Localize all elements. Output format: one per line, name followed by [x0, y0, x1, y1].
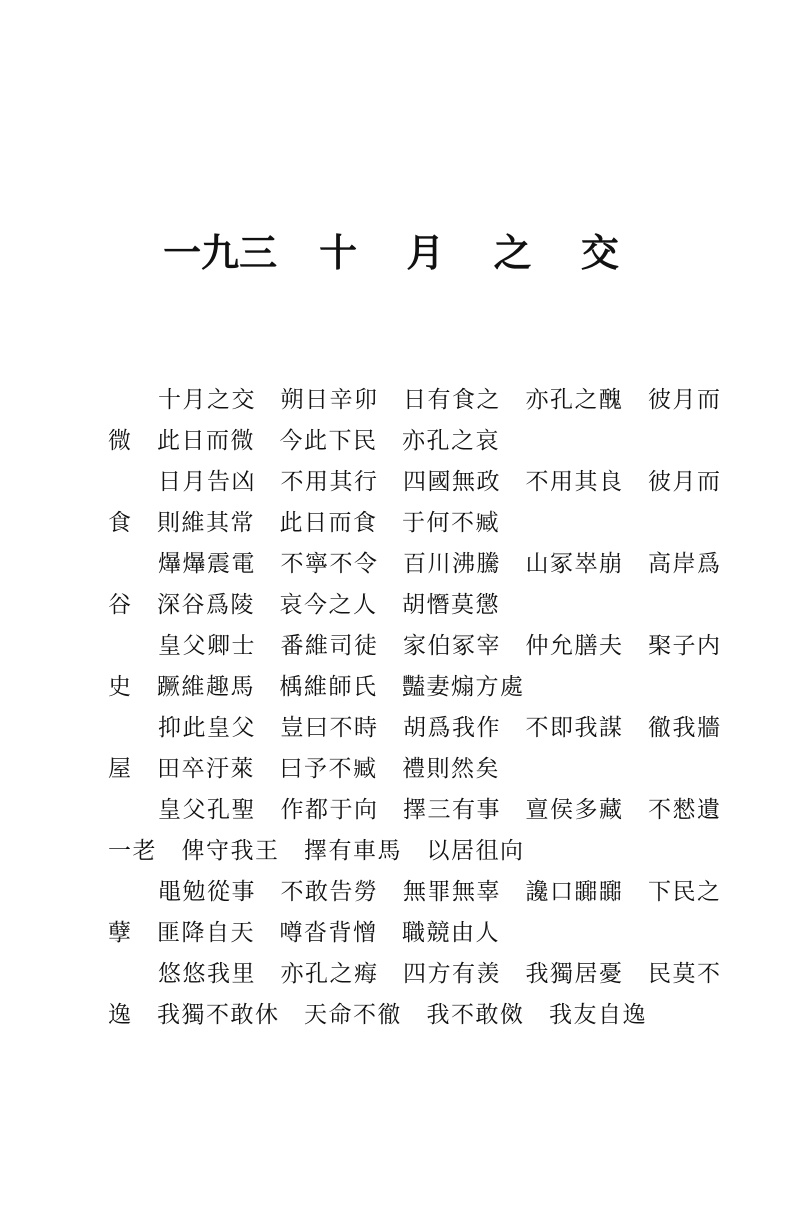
poem-line: 谷 深谷爲陵 哀今之人 胡憯莫懲	[108, 592, 500, 618]
poem-line: 皇父孔聖 作都于向 擇三有事 亶侯多藏 不憖遺	[158, 797, 722, 823]
poem-name: 十 月 之 交	[319, 230, 637, 275]
poem-line: 逸 我獨不敢休 天命不徹 我不敢傚 我友自逸	[108, 1002, 647, 1028]
poem-line: 屋 田卒汙萊 曰予不臧 禮則然矣	[108, 756, 500, 782]
poem-title	[0, 222, 800, 277]
poem-line: 黽勉從事 不敢告勞 無罪無辜 讒口嚻嚻 下民之	[158, 879, 722, 905]
poem-number: 一九三	[163, 230, 278, 275]
poem-line: 悠悠我里 亦孔之痗 四方有羡 我獨居憂 民莫不	[158, 961, 722, 987]
poem-line: 一老 俾守我王 擇有車馬 以居徂向	[108, 838, 525, 864]
poem-body	[108, 380, 748, 1036]
poem-line: 皇父卿士 番維司徒 家伯冢宰 仲允膳夫 棸子内	[158, 633, 722, 659]
poem-line: 史 蹶維趣馬 楀維師氏 豔妻煽方處	[108, 674, 525, 700]
poem-line: 孽 匪降自天 噂沓背憎 職競由人	[108, 920, 500, 946]
poem-line: 爗爗震電 不寧不令 百川沸騰 山冢崒崩 高岸爲	[158, 551, 722, 577]
poem-line: 食 則維其常 此日而食 于何不臧	[108, 510, 500, 536]
poem-line: 抑此皇父 豈曰不時 胡爲我作 不即我謀 徹我牆	[158, 715, 722, 741]
poem-line: 日月告凶 不用其行 四國無政 不用其良 彼月而	[158, 469, 722, 495]
poem-line: 十月之交 朔日辛卯 日有食之 亦孔之醜 彼月而	[158, 387, 722, 413]
poem-line: 微 此日而微 今此下民 亦孔之哀	[108, 428, 500, 454]
